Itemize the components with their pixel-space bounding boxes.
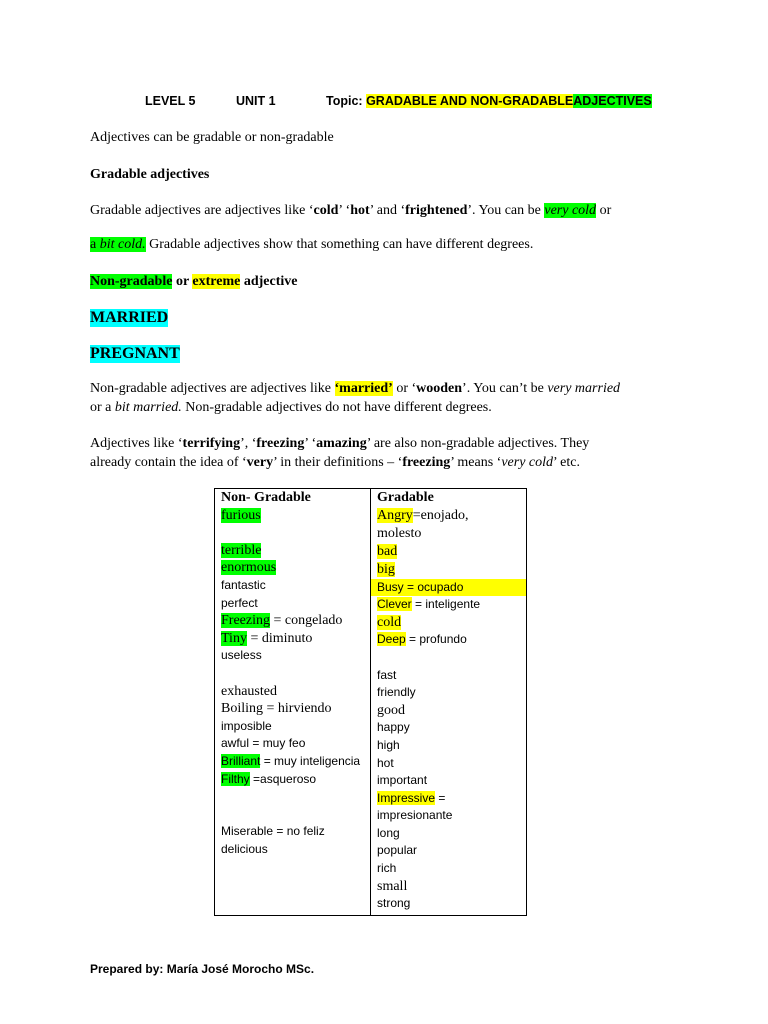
- list-item: Miserable = no feliz: [221, 824, 325, 839]
- list-item: exhausted: [221, 683, 277, 699]
- text: ’ and ‘: [369, 203, 406, 218]
- list-item: [377, 561, 526, 579]
- translation: =asqueroso: [249, 771, 317, 786]
- example-phrase: very cold: [544, 203, 597, 218]
- spacer: [377, 649, 526, 667]
- adjective: enormous: [221, 560, 277, 576]
- intro-text: Adjectives can be gradable or non-gradable: [90, 130, 334, 145]
- list-item: [221, 559, 370, 577]
- unit-label: UNIT 1: [236, 94, 276, 108]
- list-item: good: [377, 702, 405, 718]
- list-item: molesto: [377, 525, 422, 541]
- level-label: LEVEL 5: [145, 94, 196, 108]
- adjective: Tiny: [221, 630, 247, 646]
- text: Adjectives like ‘: [90, 436, 183, 451]
- list-item: [221, 612, 370, 630]
- list-item: [221, 507, 370, 525]
- example-word: frightened: [405, 203, 468, 218]
- list-item: [221, 630, 370, 648]
- text: or: [172, 274, 193, 289]
- text: ’. You can be: [467, 203, 545, 218]
- example-word-married: MARRIED: [90, 309, 169, 326]
- example-word: cold: [313, 203, 339, 218]
- text: or: [596, 203, 612, 218]
- adjective: terrible: [221, 542, 262, 558]
- nongradable-column: [215, 489, 371, 916]
- list-item: popular: [377, 843, 418, 858]
- list-item: [377, 790, 526, 808]
- list-item: happy: [377, 720, 410, 735]
- text: extreme: [192, 274, 241, 289]
- column-header: Non- Gradable: [221, 490, 311, 505]
- translation: =enojado,: [412, 507, 469, 523]
- extreme-paragraph-line1: [90, 436, 680, 452]
- topic-title-part1: GRADABLE AND NON-GRADABLE: [366, 94, 574, 108]
- text: Non-gradable: [90, 274, 173, 289]
- list-item: imposible: [221, 718, 272, 733]
- list-item: strong: [377, 896, 411, 911]
- footer-author: Prepared by: María José Morocho MSc.: [90, 962, 315, 976]
- example-word: freezing: [256, 436, 305, 451]
- text: ’ ‘: [338, 203, 351, 218]
- list-item: high: [377, 737, 400, 752]
- text: a: [90, 237, 97, 252]
- text: adjective: [240, 274, 298, 289]
- text: ’ means ‘: [450, 455, 502, 470]
- nongradable-paragraph-line2: [90, 400, 492, 416]
- list-item: [377, 543, 526, 561]
- text: or ‘: [392, 381, 417, 396]
- example-phrase: very married: [547, 381, 621, 396]
- adjectives-table: [214, 488, 527, 916]
- text: Gradable adjectives are adjectives like ‘: [90, 203, 314, 218]
- topic-title-part2: ADJECTIVES: [573, 94, 652, 108]
- adjective: bad: [377, 544, 398, 560]
- list-item: Busy = ocupado: [371, 579, 526, 597]
- example-phrase: very cold: [501, 455, 554, 470]
- list-item: [377, 631, 526, 649]
- nongradable-heading: [90, 274, 298, 290]
- list-item: Boiling = hirviendo: [221, 701, 332, 717]
- adjective: Impressive: [377, 790, 436, 805]
- translation: = congelado: [269, 613, 343, 629]
- example-word: terrifying: [182, 436, 241, 451]
- list-item: fantastic: [221, 577, 266, 592]
- example-word: freezing: [402, 455, 451, 470]
- adjective: Angry: [377, 507, 413, 523]
- gradable-heading: Gradable adjectives: [90, 167, 210, 182]
- text: Gradable adjectives show that something can have different degrees.: [145, 237, 534, 252]
- spacer: [221, 524, 370, 542]
- text: ’ are also non-gradable adjectives. They: [366, 436, 590, 451]
- translation: = diminuto: [246, 630, 313, 646]
- list-item: [377, 596, 526, 614]
- gradable-column: [371, 489, 527, 916]
- list-item: useless: [221, 648, 262, 663]
- list-item: impresionante: [377, 808, 453, 823]
- gradable-paragraph-line2: [90, 237, 533, 253]
- adjective: Freezing: [221, 613, 270, 629]
- list-item: fast: [377, 667, 397, 682]
- gradable-paragraph-line1: [90, 203, 611, 219]
- example-phrase: bit cold.: [96, 237, 146, 252]
- example-phrase: bit married.: [114, 400, 182, 415]
- text: ’. You can’t be: [462, 381, 548, 396]
- list-item: [221, 542, 370, 560]
- column-header: Gradable: [377, 490, 434, 505]
- example-word-pregnant: PREGNANT: [90, 345, 180, 362]
- list-item: perfect: [221, 595, 258, 610]
- list-item: awful = muy feo: [221, 736, 306, 751]
- example-word: amazing: [316, 436, 367, 451]
- list-item: [377, 614, 526, 632]
- text: ’ ‘: [304, 436, 317, 451]
- text: ’ in their definitions – ‘: [273, 455, 403, 470]
- list-item: long: [377, 825, 400, 840]
- list-item: [377, 507, 526, 525]
- adjective: furious: [221, 507, 261, 523]
- topic-line: [326, 94, 652, 108]
- adjective: cold: [377, 614, 402, 630]
- translation: = inteligente: [411, 597, 481, 612]
- adjective: Clever: [377, 597, 412, 612]
- extreme-paragraph-line2: [90, 455, 580, 471]
- adjective: Brilliant: [221, 753, 261, 768]
- example-word: wooden: [416, 381, 463, 396]
- nongradable-paragraph-line1: [90, 381, 620, 397]
- text: ’, ‘: [240, 436, 257, 451]
- example-word: hot: [350, 203, 370, 218]
- translation: = profundo: [405, 632, 467, 647]
- adjective: Filthy: [221, 771, 250, 786]
- adjective: big: [377, 561, 395, 577]
- translation: = muy inteligencia: [260, 753, 361, 768]
- text: Non-gradable adjectives do not have different degrees.: [181, 400, 492, 415]
- list-item: delicious: [221, 841, 268, 856]
- spacer: [221, 665, 370, 683]
- adjective: Deep: [377, 632, 406, 647]
- spacer: [221, 806, 370, 824]
- list-item: [221, 771, 370, 789]
- text: or a: [90, 400, 115, 415]
- spacer: [221, 788, 370, 806]
- translation: =: [435, 790, 446, 805]
- example-word: very: [246, 455, 274, 470]
- list-item: [221, 753, 370, 771]
- text: Non-gradable adjectives are adjectives like: [90, 381, 335, 396]
- list-item: small: [377, 878, 408, 894]
- list-item: rich: [377, 861, 397, 876]
- example-word: ‘married’: [334, 381, 393, 396]
- text: ’ etc.: [553, 455, 580, 470]
- list-item: hot: [377, 755, 394, 770]
- text: [90, 436, 589, 452]
- topic-label: Topic:: [326, 94, 363, 108]
- list-item: friendly: [377, 685, 416, 700]
- text: already contain the idea of ‘: [90, 455, 247, 470]
- list-item: important: [377, 773, 428, 788]
